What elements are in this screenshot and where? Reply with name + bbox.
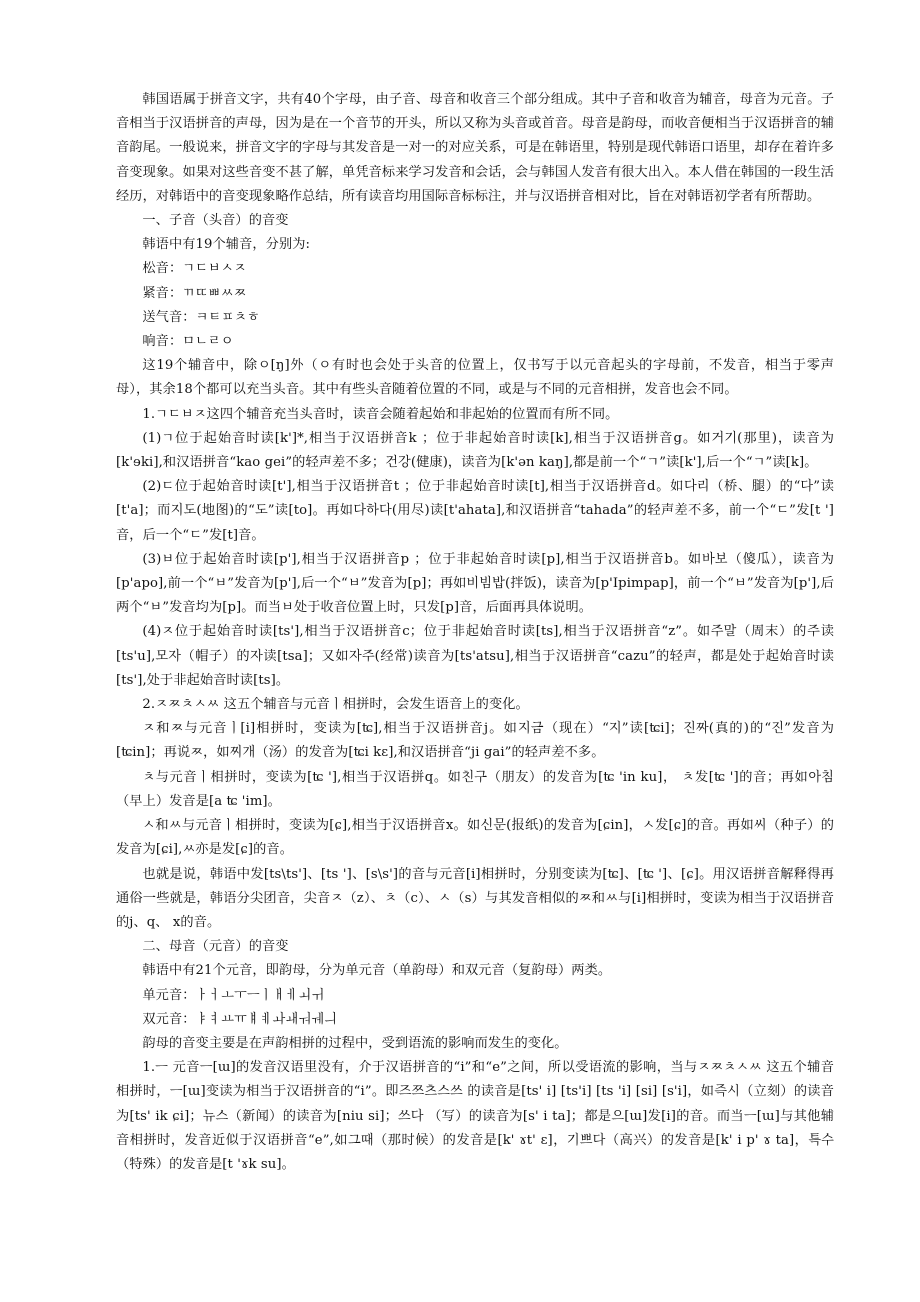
sonorant-consonants-line: 响音：ㅁㄴㄹㅇ (142, 334, 234, 350)
rule-2-heading: 2.ㅈㅉㅊㅅㅆ 这五个辅音与元音ㅣ相拼时，会发生语音上的变化。 (142, 697, 529, 713)
aspirated-consonants-line: 送气音：ㅋㅌㅍㅊㅎ (142, 309, 260, 325)
vowel-rule-1-paragraph: 1.ㅡ 元音ㅡ[ɯ]的发音汉语里没有，介于汉语拼音的“i”和“e”之间，所以受语流的影响，当与ㅈㅉㅊㅅㅆ 这五个辅音相拼时，ㅡ[ɯ]变读为相当于汉语拼音的“i”。即즈쯔츠스쓰 的读音是[ts' i] [ts'i] [ts 'i] [si] [s'i]，如즉시（立刻）的读音为[ts' ik ɕi]；뉴스（新闻）的读音为[niu si]；쓰다 （写）的读音为[s' i ta]；都是으[ɯ]发[i]的音。而当ㅡ[ɯ]与其他辅音相拼时，发音近似于汉语拼音“e”,如그때（那时候）的发音是[k' ɤt' ɛ]，기쁘다（高兴）的发音是[k' i p' ɤ ta]，특수（特殊）的发音是[t 'ɤk su]。 (116, 1060, 834, 1172)
rule-1-g-paragraph: (1)ㄱ位于起始音时读[k']*,相当于汉语拼音k ；位于非起始音时读[k],相当于汉语拼音g。如거기(那里)，读音为[k'ɘki],和汉语拼音“kao gei”的轻声差不多；건강(健康)，读音为[k'ən kaŋ],都是前一个“ㄱ”读[k'],后一个“ㄱ”读[k]。 (116, 430, 834, 471)
rule-1-d-paragraph: (2)ㄷ位于起始音时读[t'],相当于汉语拼音t ；位于非起始音时读[t],相当于汉语拼音d。如다리（桥、腿）的“다”读[t'a]；而지도(地图)的“도”读[to]。再如다하다(用尽)读[t'ahata],和汉语拼音“tahada”的轻声差不多，前一个“ㄷ”发[t ']音，后一个“ㄷ”发[t]音。 (116, 479, 834, 543)
double-vowels-line: 双元音：ㅑㅕㅛㅠㅒㅖㅘㅙㅝㅞㅢ (142, 1011, 337, 1027)
vowel-change-line: 韵母的音变主要是在声韵相拼的过程中，受到语流的影响而发生的变化。 (142, 1035, 568, 1051)
initial-sound-paragraph: 这19个辅音中，除ㅇ[ŋ]外（ㅇ有时也会处于头音的位置上，仅书写于以元音起头的字母前，不发音，相当于零声母），其余18个都可以充当头音。其中有些头音随着位置的不同，或是与不同的元音相拼，发音也会不同。 (116, 358, 834, 398)
rule-2-j-paragraph: ㅈ和ㅉ与元音ㅣ[i]相拼时，变读为[ʨ],相当于汉语拼音j。如지금（现在）“지”读[ʨi]；진짜(真的)的“진”发音为[ʨin]；再说ㅉ，如찌개（汤）的发音为[ʨi kɛ],和汉语拼音“ji gai”的轻声差不多。 (116, 721, 834, 761)
vowel-count-line: 韩语中有21个元音，即韵母，分为单元音（单韵母）和双元音（复韵母）两类。 (142, 963, 612, 979)
rule-1-j-paragraph: (4)ㅈ位于起始音时读[ts'],相当于汉语拼音c；位于非起始音时读[ts],相当于汉语拼音“z”。如주말（周末）的주读[ts'u],모자（帽子）的자读[tsa]；又如자주(经常)读音为[ts'atsu],相当于汉语拼音“cazu”的轻声，都是处于起始音时读[ts'],处于非起始音时读[ts]。 (116, 624, 834, 688)
consonant-count-line: 韩语中有19个辅音，分别为: (142, 237, 311, 253)
single-vowels-line: 单元音：ㅏㅓㅗㅜㅡㅣㅐㅔㅚㅟ (142, 987, 324, 1003)
rule-1-b-paragraph: (3)ㅂ位于起始音时读[p'],相当于汉语拼音p ；位于非起始音时读[p],相当于汉语拼音b。如바보（傻瓜），读音为[p'apo],前一个“ㅂ”发音为[p'],后一个“ㅂ”发音为[p]；再如비빔밥(拌饭)，读音为[p'Ipimpap]，前一个“ㅂ”发音为[p'],后两个“ㅂ”发音均为[p]。而当ㅂ处于收音位置上时，只发[p]音，后面再具体说明。 (116, 551, 834, 616)
rule-2-ch-paragraph: ㅊ与元音ㅣ相拼时，变读为[ʨ '],相当于汉语拼q。如친구（朋友）的发音为[ʨ 'in ku]， ㅊ发[ʨ ']的音；再如아침（早上）发音是[a ʨ 'im]。 (116, 769, 834, 809)
intro-paragraph: 韩国语属于拼音文字，共有40个字母，由子音、母音和收音三个部分组成。其中子音和收音为辅音，母音为元音。子音相当于汉语拼音的声母，因为是在一个音节的开头，所以又称为头音或首音。母音是韵母，而收音便相当于汉语拼音的辅音韵尾。一般说来，拼音文字的字母与其发音是一对一的对应关系，可是在韩语里，特别是现代韩语口语里，却存在着许多音变现象。如果对这些音变不甚了解，单凭音标来学习发音和会话，会与韩国人发音有很大出入。本人借在韩国的一段生活经历，对韩语中的音变现象略作总结，所有读音均用国际音标标注，并与汉语拼音相对比，旨在对韩语初学者有所帮助。 (116, 92, 834, 204)
section-heading-consonant: 一、子音（头音）的音变 (142, 213, 289, 229)
rule-1-heading: 1.ㄱㄷㅂㅈ这四个辅音充当头音时，读音会随着起始和非起始的位置而有所不同。 (142, 406, 619, 422)
rule-2-s-paragraph: ㅅ和ㅆ与元音ㅣ相拼时，变读为[ɕ],相当于汉语拼音x。如신문(报纸)的发音为[ɕin]，ㅅ发[ɕ]的音。再如씨（种子）的发音为[ɕi],ㅆ亦是发[ɕ]的音。 (116, 818, 834, 858)
section-heading-vowel: 二、母音（元音）的音变 (142, 939, 289, 955)
lax-consonants-line: 松音：ㄱㄷㅂㅅㅈ (142, 261, 247, 277)
tense-consonants-line: 紧音：ㄲㄸㅃㅆㅉ (142, 285, 247, 301)
rule-2-summary-paragraph: 也就是说，韩语中发[ts\ts']、[ts ']、[s\s']的音与元音[i]相拼时，分别变读为[ʨ]、[ʨ ']、[ɕ]。用汉语拼音解释得再通俗一些就是，韩语分尖团音，尖音ㅈ（z）、ㅊ（c）、ㅅ（s）与其发音相似的ㅉ和ㅆ与[i]相拼时，变读为相当于汉语拼音的j、q、 x的音。 (116, 866, 834, 930)
